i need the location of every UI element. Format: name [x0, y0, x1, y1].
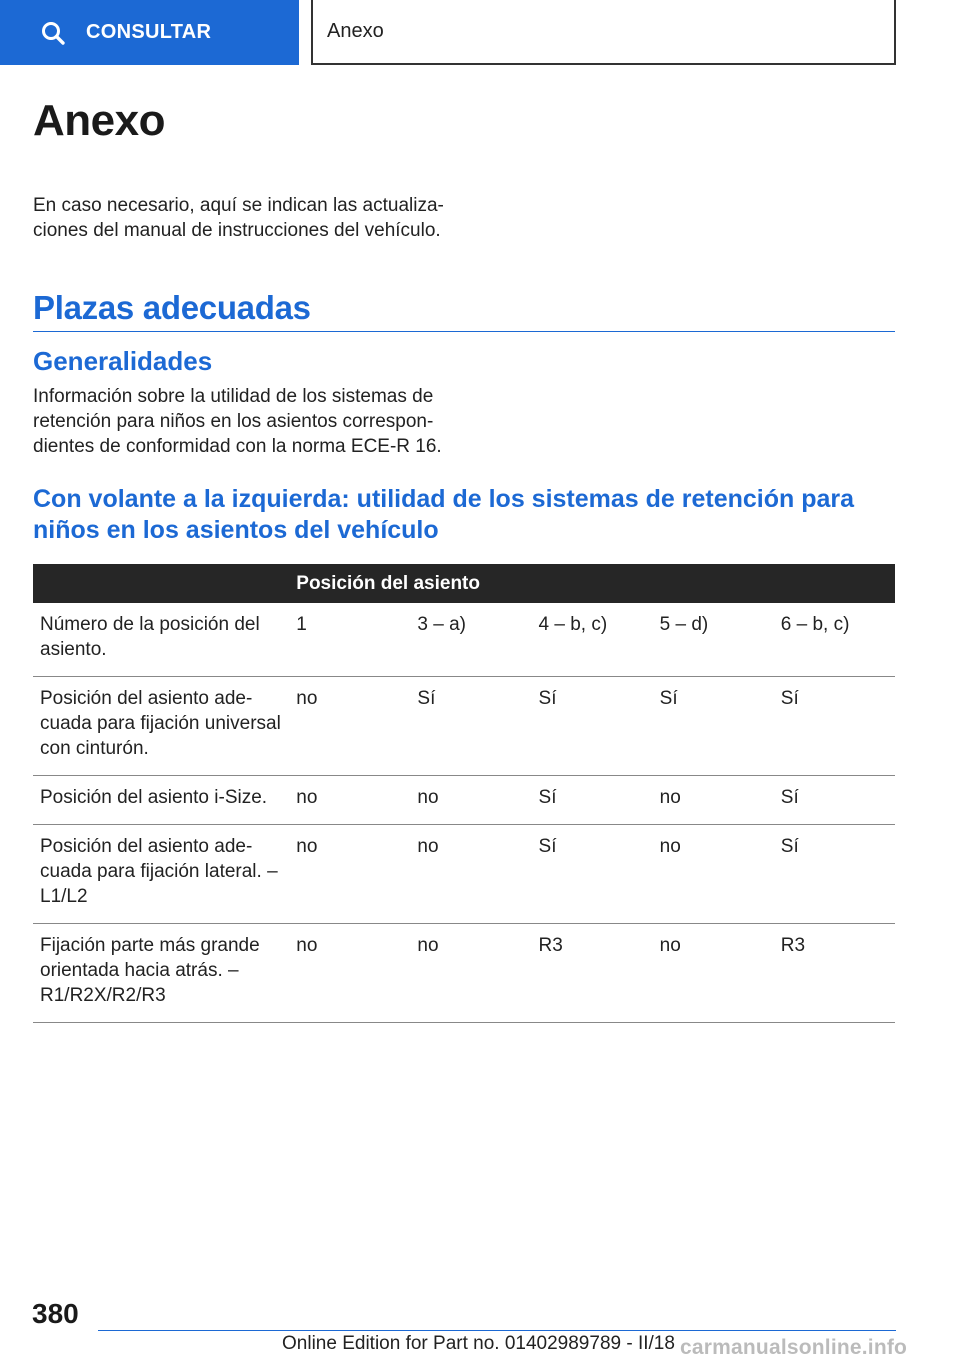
table-header-empty	[33, 564, 289, 603]
breadcrumb[interactable]	[311, 0, 896, 65]
row-label-cell: Posición del asiento ade-cuada para fijación lateral. – L1/L2	[33, 825, 289, 924]
table-cell: 5 – d)	[653, 603, 774, 677]
table-heading: Con volante a la izquierda: utilidad de los sistemas de retención para niños en los asientos del vehículo	[33, 485, 855, 544]
edition-note: Online Edition for Part no. 01402989789 - II/18	[282, 1333, 675, 1354]
table-cell: Sí	[410, 677, 531, 776]
table-body	[33, 603, 895, 1023]
row-label-cell: Número de la posición del asiento.	[33, 603, 289, 677]
table-row	[33, 825, 895, 924]
table-cell: Sí	[532, 825, 653, 924]
subsection-paragraph: Información sobre la utilidad de los sistemas de retención para niños en los asientos correspon-dientes de conformidad con la norma ECE-R 16.	[33, 386, 442, 457]
table-cell: R3	[532, 924, 653, 1023]
table-cell: no	[653, 776, 774, 825]
table-cell: 3 – a)	[410, 603, 531, 677]
table-row	[33, 603, 895, 677]
search-button[interactable]	[0, 0, 299, 65]
table-cell: no	[410, 776, 531, 825]
watermark: carmanualsonline.info	[680, 1336, 908, 1359]
table-cell: R3	[774, 924, 895, 1023]
table-cell: 4 – b, c)	[532, 603, 653, 677]
table-cell: Sí	[774, 677, 895, 776]
table-cell: no	[289, 825, 410, 924]
table-row	[33, 677, 895, 776]
row-label-cell: Fijación parte más grande orientada hacia atrás. – R1/R2X/R2/R3	[33, 924, 289, 1023]
table-cell: Sí	[653, 677, 774, 776]
table-header-cell: Posición del asiento	[289, 564, 895, 603]
page-number: 380	[32, 1298, 79, 1329]
intro-paragraph: En caso necesario, aquí se indican las actualiza-ciones del manual de instrucciones del vehículo.	[33, 195, 444, 241]
row-label-cell: Posición del asiento i-Size.	[33, 776, 289, 825]
table-header-row	[33, 564, 895, 603]
breadcrumb-label: Anexo	[327, 20, 384, 42]
search-button-label: CONSULTAR	[86, 21, 212, 43]
table-cell: no	[410, 825, 531, 924]
table-cell: Sí	[774, 825, 895, 924]
section-divider	[33, 331, 895, 332]
table-row	[33, 776, 895, 825]
table-cell: no	[653, 825, 774, 924]
seat-suitability-table	[33, 564, 895, 1023]
table-cell: 6 – b, c)	[774, 603, 895, 677]
table-cell: Sí	[774, 776, 895, 825]
table-cell: no	[410, 924, 531, 1023]
table-cell: no	[289, 677, 410, 776]
section-title: Plazas adecuadas	[33, 289, 311, 326]
page-title: Anexo	[33, 96, 165, 145]
table-cell: Sí	[532, 776, 653, 825]
table-cell: no	[289, 924, 410, 1023]
subsection-title: Generalidades	[33, 346, 213, 376]
table-cell: no	[289, 776, 410, 825]
table-row	[33, 924, 895, 1023]
footer-divider	[98, 1330, 896, 1331]
row-label-cell: Posición del asiento ade-cuada para fijación universal con cinturón.	[33, 677, 289, 776]
table-cell: no	[653, 924, 774, 1023]
table-cell: 1	[289, 603, 410, 677]
magnifier-icon	[40, 20, 66, 46]
table-cell: Sí	[532, 677, 653, 776]
